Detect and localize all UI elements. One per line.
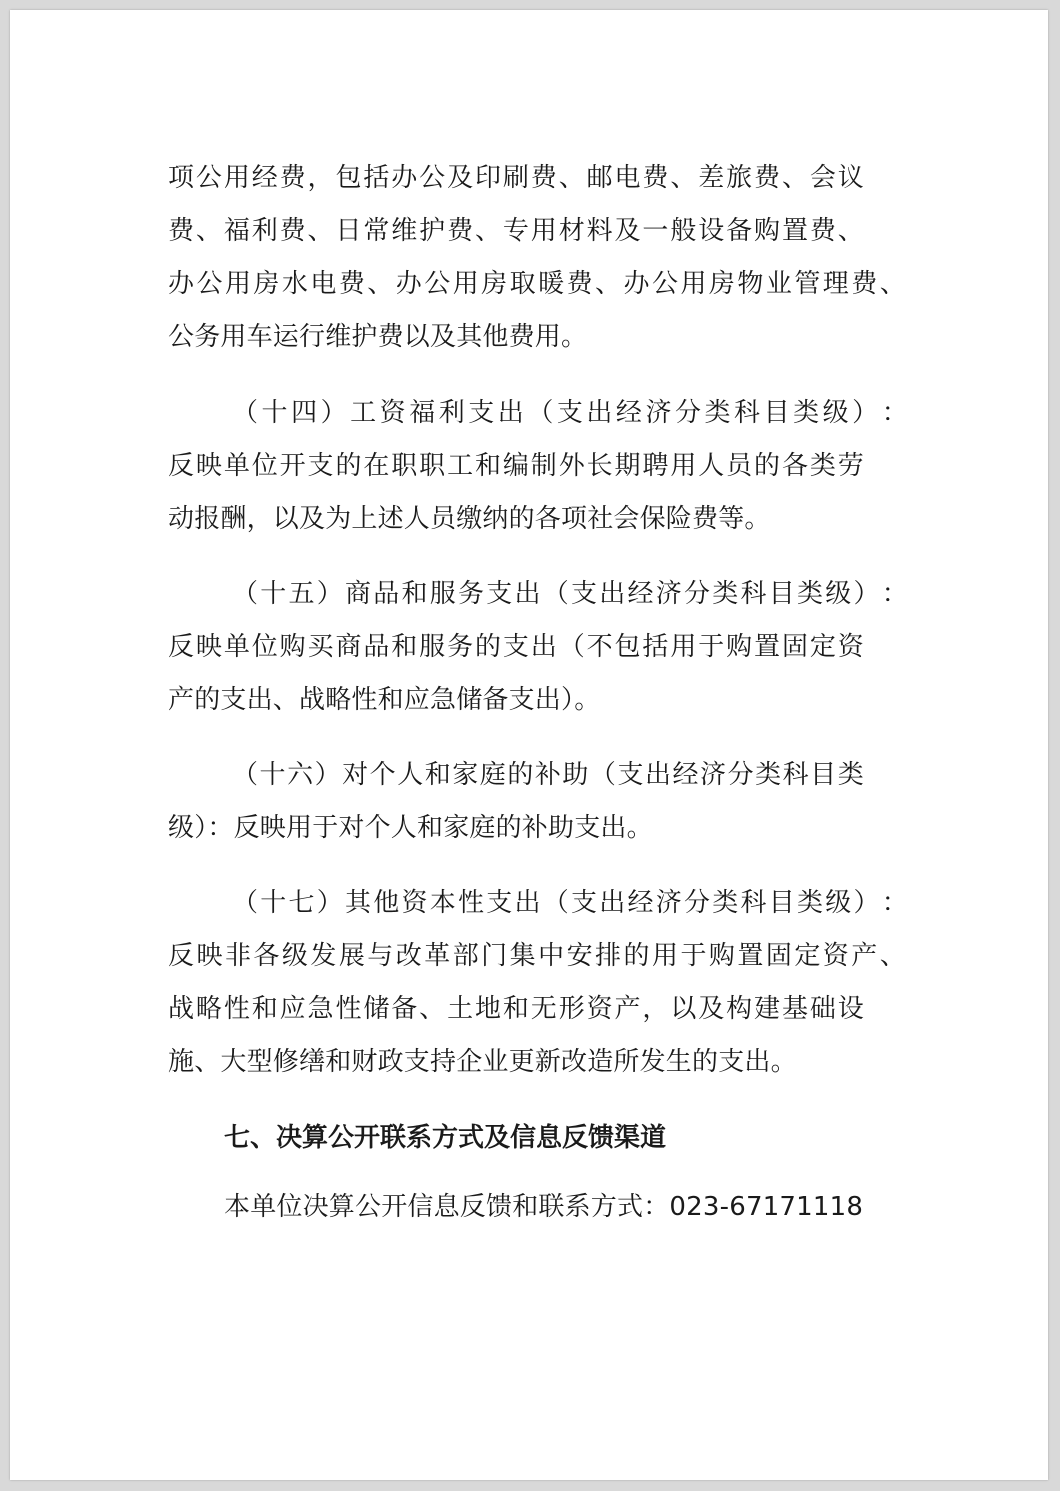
text-line: 反 映 单 位 开 支 的 在 职 职 工 和 编 制 外 长 期 聘 用 人 员 的 各 类 劳 (168, 451, 864, 481)
section-heading-16: （ 十 六 ） 对 个 人 和 家 庭 的 补 助 （ 支 出 经 济 分 类 科 目 类 (232, 760, 864, 790)
text-line: 动报酬，以及为上述人员缴纳的各项社会保险费等。 (168, 504, 771, 534)
text-line: 办 公 用 房 水 电 费 、 办 公 用 房 取 暖 费 、 办 公 用 房 物 业 管 理 费 、 (168, 269, 906, 299)
text-line: 费 、 福 利 费 、 日 常 维 护 费 、 专 用 材 料 及 一 般 设 备 购 置 费 、 (168, 216, 864, 246)
text-line: 战 略 性 和 应 急 性 储 备 、 土 地 和 无 形 资 产 ， 以 及 构 建 基 础 设 (168, 994, 864, 1024)
text-line: 施、大型修缮和财政支持企业更新改造所发生的支出。 (168, 1047, 797, 1077)
contact-line: 本单位决算公开信息反馈和联系方式：023-67171118 (224, 1192, 864, 1222)
text-line: 产的支出、战略性和应急储备支出）。 (168, 685, 601, 715)
document-page (10, 10, 1048, 1480)
section-heading-17: （ 十 七 ） 其 他 资 本 性 支 出 （ 支 出 经 济 分 类 科 目 类 级 ） ： (232, 888, 908, 918)
section-heading-7: 七、决算公开联系方式及信息反馈渠道 (224, 1123, 667, 1153)
section-heading-14: （ 十 四 ） 工 资 福 利 支 出 （ 支 出 经 济 分 类 科 目 类 级 ） ： (232, 398, 908, 428)
text-line: 公务用车运行维护费以及其他费用。 (168, 322, 588, 352)
text-line: 项 公 用 经 费 ， 包 括 办 公 及 印 刷 费 、 邮 电 费 、 差 旅 费 、 会 议 (168, 163, 864, 193)
text-line: 反 映 单 位 购 买 商 品 和 服 务 的 支 出 （ 不 包 括 用 于 购 置 固 定 资 (168, 632, 864, 662)
text-line: 级）：反映用于对个人和家庭的补助支出。 (168, 813, 653, 843)
text-line: 反 映 非 各 级 发 展 与 改 革 部 门 集 中 安 排 的 用 于 购 置 固 定 资 产 、 (168, 941, 906, 971)
section-heading-15: （ 十 五 ） 商 品 和 服 务 支 出 （ 支 出 经 济 分 类 科 目 类 级 ） ： (232, 579, 908, 609)
